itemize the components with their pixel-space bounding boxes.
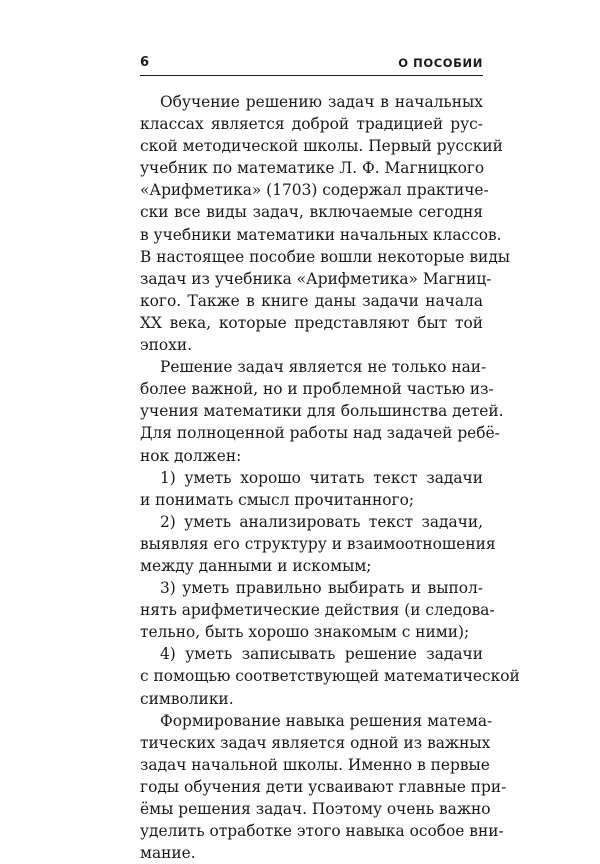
text-line: кого. Также в книге даны задачи начала [140,291,483,310]
page-number: 6 [140,55,150,70]
text-line: эпохи. [140,336,192,355]
text-line: Формирование навыка решения матема- [160,711,493,730]
list-item-2 [140,511,496,577]
text-line: Для полноценной работы над задачей ребё- [140,424,500,443]
list-item-1 [140,467,483,511]
text-line: ёмы решения задач. Поэтому очень важно [140,800,491,818]
text-line: ской методической школы. Первый русский [140,137,503,156]
text-line: учения математики для большинства детей. [140,402,504,421]
page-header [140,55,483,77]
text-line: задач начальной школы. Именно в первые [140,755,490,774]
text-line: мание. [140,844,196,863]
text-line: Решение задач является не только наи- [160,358,487,377]
header-rule [140,75,483,76]
text-line: более важной, но и проблемной частью из- [140,380,494,399]
running-title: О ПОСОБИИ [398,56,483,70]
text-line: задач из учебника «Арифметика» Магниц- [140,269,492,288]
text-line: классах является доброй традицией рус- [140,115,483,134]
text-line: и понимать смысл прочитанного; [140,490,415,509]
paragraph-intro [140,91,511,356]
list-item-4 [140,643,520,709]
text-line: выявляя его структуру и взаимоотношения [140,534,496,553]
text-line: XX века, которые представляют быт той [140,313,483,332]
text-line: нять арифметические действия (и следова- [140,601,495,620]
text-line: в учебники математики начальных классов. [140,225,502,244]
paragraph-conclusion [140,710,507,864]
text-line: уделить отработке этого навыка особое вни- [140,822,504,841]
text-line: Обучение решению задач в начальных [160,93,483,111]
paragraph-requirements [140,356,504,466]
text-line: между данными и искомым; [140,556,372,575]
text-line: символики. [140,689,234,708]
list-item-3 [140,577,495,643]
text-line: В настоящее пособие вошли некоторые виды [140,247,511,266]
text-line: учебник по математике Л. Ф. Магницкого [140,159,485,178]
text-line: годы обучения дети усваивают главные при- [140,777,507,796]
text-line: 4) уметь записывать решение задачи [160,645,483,664]
text-line: ски все виды задач, включаемые сегодня [140,203,483,222]
body-text [140,91,520,864]
text-line: «Арифметика» (1703) содержал практиче- [140,181,489,200]
text-line: 3) уметь правильно выбирать и выпол- [160,579,483,598]
text-line: 2) уметь анализировать текст задачи, [160,512,483,531]
text-line: с помощью соответствующей математической [140,667,520,686]
text-line: нок должен: [140,446,242,465]
text-line: тельно, быть хорошо знакомым с ними); [140,623,470,642]
text-line: 1) уметь хорошо читать текст задачи [160,468,483,487]
text-line: тических задач является одной из важных [140,733,491,752]
